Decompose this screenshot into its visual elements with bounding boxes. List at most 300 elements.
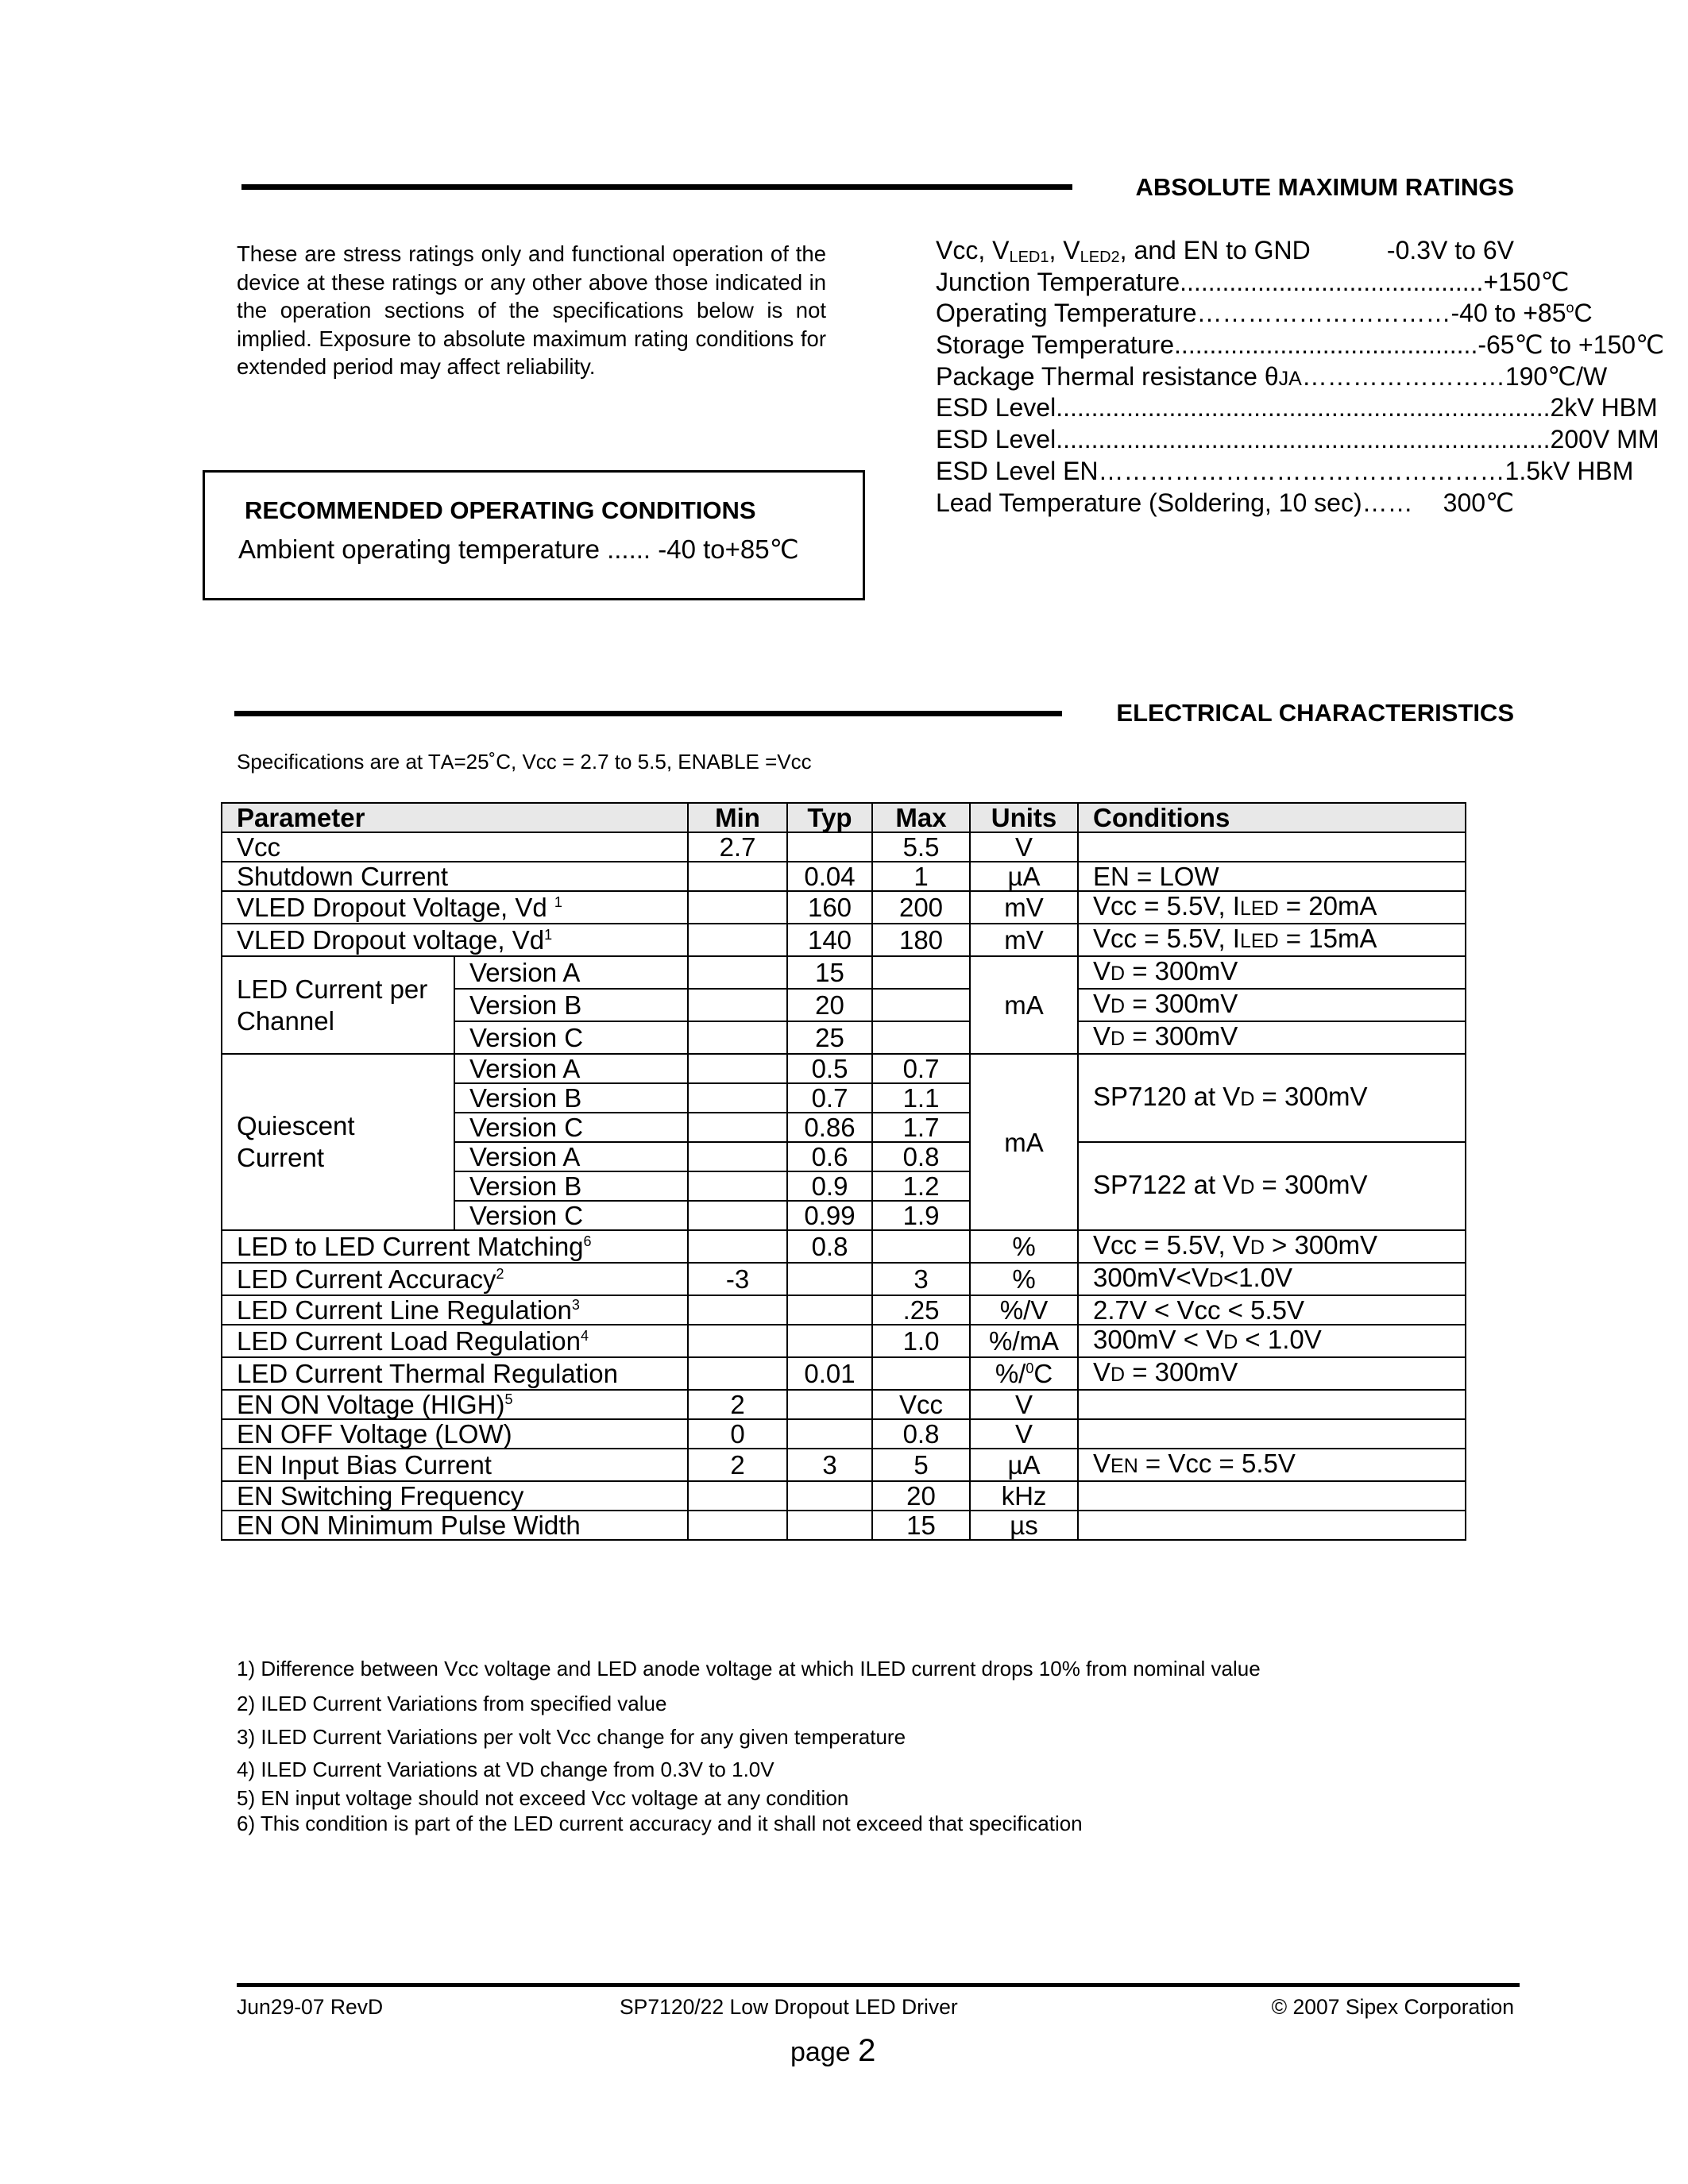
- text-segment: 1: [544, 927, 553, 943]
- conditions-cell: [1078, 1419, 1466, 1449]
- text-segment: = 300mV: [1254, 1082, 1368, 1111]
- footer-rule: [237, 1983, 1520, 1987]
- units-cell: mV: [970, 924, 1078, 956]
- text-segment: D: [1111, 963, 1126, 985]
- conditions-cell: [1078, 956, 1466, 989]
- amr-item-label: [936, 330, 1174, 361]
- text-segment: V: [1093, 1449, 1111, 1478]
- units-cell: mV: [970, 891, 1078, 924]
- amr-item: [936, 392, 1658, 424]
- ec-title: ELECTRICAL CHARACTERISTICS: [1116, 699, 1514, 727]
- units-cell: kHz: [970, 1481, 1078, 1511]
- units-cell: µs: [970, 1511, 1078, 1540]
- units-cell: %: [970, 1263, 1078, 1295]
- version-cell: Version C: [454, 1201, 688, 1230]
- footer-title: SP7120/22 Low Dropout LED Driver: [620, 1995, 958, 2019]
- table-row: [222, 1054, 1466, 1083]
- amr-item-label: [936, 267, 1180, 299]
- text-segment: 0: [1026, 1360, 1034, 1376]
- param-cell: Quiescent Current: [222, 1054, 454, 1230]
- text-segment: D: [1111, 1364, 1126, 1386]
- typ-cell: 0.8: [787, 1230, 872, 1263]
- footer-copyright: © 2007 Sipex Corporation: [1271, 1995, 1514, 2019]
- max-cell: 0.8: [872, 1142, 970, 1171]
- conditions-cell: [1078, 1230, 1466, 1263]
- amr-item-value: 190℃/W: [1505, 361, 1608, 391]
- text-segment: EN Switching Frequency: [237, 1481, 524, 1511]
- max-cell: 0.7: [872, 1054, 970, 1083]
- amr-item-leader: …………………………: [1196, 299, 1451, 328]
- min-cell: [688, 1230, 787, 1263]
- units-cell: V: [970, 1419, 1078, 1449]
- text-segment: V: [1093, 956, 1111, 986]
- min-cell: [688, 1481, 787, 1511]
- amr-item-leader: …………………………………………: [1098, 456, 1505, 485]
- table-row: [222, 1390, 1466, 1419]
- text-segment: = 20mA: [1278, 891, 1377, 920]
- text-segment: Vcc = 5.5V, I: [1093, 924, 1240, 953]
- min-cell: 2.7: [688, 832, 787, 862]
- text-segment: LED Current Thermal Regulation: [237, 1359, 618, 1388]
- text-segment: EN ON Minimum Pulse Width: [237, 1511, 581, 1540]
- text-segment: Specifications are at T: [237, 750, 441, 774]
- param-cell: [222, 1325, 688, 1357]
- param-cell: [222, 1481, 688, 1511]
- text-segment: ESD Level EN: [936, 456, 1099, 485]
- min-cell: 0: [688, 1419, 787, 1449]
- text-segment: = 300mV: [1125, 956, 1238, 986]
- text-segment: D: [1240, 1176, 1255, 1198]
- amr-intro: These are stress ratings only and functional operation of the device at these ratings or any other above those indicated in the operation sections of the specifications below is not implied. Exposure to absolute maximum rating conditions for extended period may affect reliability.: [237, 241, 826, 380]
- text-segment: %/: [995, 1359, 1026, 1388]
- footer-date: Jun29-07 RevD: [237, 1995, 384, 2019]
- min-cell: [688, 862, 787, 891]
- units-cell: V: [970, 832, 1078, 862]
- min-cell: [688, 1021, 787, 1054]
- footnote: [237, 1657, 1261, 1681]
- conditions-cell: [1078, 1054, 1466, 1142]
- table-row: [222, 862, 1466, 891]
- text-segment: 3: [571, 1297, 580, 1313]
- text-segment: LED: [1239, 897, 1279, 920]
- typ-cell: 0.9: [787, 1171, 872, 1201]
- amr-item-leader: ......................................................................: [1056, 393, 1551, 423]
- text-segment: Package Thermal resistance θ: [936, 361, 1279, 391]
- max-cell: 0.8: [872, 1419, 970, 1449]
- roc-value: Ambient operating temperature ...... -40 to+85℃: [238, 534, 799, 564]
- amr-item-label: [936, 361, 1302, 393]
- table-row: [222, 832, 1466, 862]
- text-segment: V: [1093, 989, 1111, 1018]
- version-cell: Version B: [454, 1171, 688, 1201]
- text-segment: D: [1208, 1269, 1223, 1291]
- text-segment: 5: [504, 1391, 513, 1407]
- text-segment: Shutdown Current: [237, 862, 448, 891]
- column-header-units: Units: [970, 803, 1078, 832]
- text-segment: V: [1093, 1357, 1111, 1387]
- text-segment: VLED Dropout voltage, Vd: [237, 925, 545, 955]
- conditions-cell: [1078, 862, 1466, 891]
- text-segment: , and EN to GND: [1119, 236, 1311, 264]
- text-segment: 6) This condition is part of the LED current accuracy and it shall not exceed that specification: [237, 1812, 1083, 1835]
- text-segment: LED to LED Current Matching: [237, 1232, 584, 1261]
- typ-cell: 0.5: [787, 1054, 872, 1083]
- max-cell: 20: [872, 1481, 970, 1511]
- text-segment: EN OFF Voltage (LOW): [237, 1419, 512, 1449]
- amr-item-label: [936, 235, 1311, 267]
- units-cell: µA: [970, 1449, 1078, 1481]
- amr-item-label: [936, 298, 1196, 330]
- typ-cell: 25: [787, 1021, 872, 1054]
- max-cell: [872, 1230, 970, 1263]
- max-cell: 1: [872, 862, 970, 891]
- min-cell: 2: [688, 1449, 787, 1481]
- max-cell: [872, 989, 970, 1021]
- amr-item: [936, 267, 1570, 299]
- text-segment: = 15mA: [1278, 924, 1377, 953]
- conditions-cell: [1078, 989, 1466, 1021]
- text-segment: ESD Level: [936, 393, 1056, 423]
- version-cell: Version A: [454, 1142, 688, 1171]
- typ-cell: 0.6: [787, 1142, 872, 1171]
- typ-cell: 15: [787, 956, 872, 989]
- typ-cell: 0.99: [787, 1201, 872, 1230]
- min-cell: [688, 1357, 787, 1390]
- typ-cell: [787, 1263, 872, 1295]
- typ-cell: 0.7: [787, 1083, 872, 1113]
- param-cell: LED Current per Channel: [222, 956, 454, 1054]
- text-segment: =25˚C, Vcc = 2.7 to 5.5, ENABLE =Vcc: [454, 750, 812, 774]
- text-segment: C: [1574, 299, 1593, 328]
- typ-cell: 20: [787, 989, 872, 1021]
- typ-cell: [787, 1481, 872, 1511]
- footnote: [237, 1812, 1083, 1836]
- amr-item-value: 200V MM: [1550, 425, 1659, 454]
- amr-item-value: +150℃: [1483, 267, 1570, 296]
- param-cell: [222, 1511, 688, 1540]
- text-segment: EN Input Bias Current: [237, 1450, 492, 1480]
- min-cell: [688, 1201, 787, 1230]
- min-cell: 2: [688, 1390, 787, 1419]
- min-cell: [688, 956, 787, 989]
- conditions-cell: [1078, 1481, 1466, 1511]
- typ-cell: 140: [787, 924, 872, 956]
- amr-item-label: [936, 456, 1099, 488]
- param-cell: [222, 1419, 688, 1449]
- amr-item-value: -0.3V to 6V: [1386, 236, 1514, 264]
- table-row: [222, 891, 1466, 924]
- amr-rule: [241, 184, 1072, 190]
- conditions-cell: [1078, 1511, 1466, 1540]
- text-segment: 4: [580, 1328, 589, 1344]
- spec-conditions: [237, 750, 812, 774]
- amr-item-leader: [1311, 235, 1387, 267]
- text-segment: JA: [1278, 367, 1302, 390]
- text-segment: ESD Level: [936, 425, 1056, 454]
- amr-item-value: [1450, 298, 1592, 330]
- units-cell: mA: [970, 956, 1078, 1054]
- text-segment: A: [440, 751, 454, 774]
- min-cell: [688, 924, 787, 956]
- text-segment: Vcc, V: [936, 236, 1010, 264]
- min-cell: [688, 1142, 787, 1171]
- text-segment: LED Current Line Regulation: [237, 1295, 572, 1325]
- footnote: [237, 1758, 774, 1782]
- amr-item-leader: ……………………: [1301, 361, 1505, 391]
- text-segment: = Vcc = 5.5V: [1138, 1449, 1296, 1478]
- amr-item-label: [936, 392, 1056, 424]
- conditions-cell: [1078, 1263, 1466, 1295]
- text-segment: 2: [496, 1266, 504, 1282]
- text-segment: D: [1223, 1331, 1238, 1353]
- param-cell: [222, 891, 688, 924]
- max-cell: Vcc: [872, 1390, 970, 1419]
- max-cell: 5: [872, 1449, 970, 1481]
- min-cell: [688, 1295, 787, 1325]
- max-cell: 1.7: [872, 1113, 970, 1142]
- min-cell: [688, 1054, 787, 1083]
- page-number: [790, 2033, 875, 2069]
- max-cell: 3: [872, 1263, 970, 1295]
- units-cell: µA: [970, 862, 1078, 891]
- units-cell: [970, 1357, 1078, 1390]
- text-segment: <1.0V: [1223, 1263, 1293, 1292]
- param-cell: [222, 1295, 688, 1325]
- text-segment: = 300mV: [1125, 989, 1238, 1018]
- text-segment: Lead Temperature (Soldering, 10 sec): [936, 488, 1362, 517]
- min-cell: [688, 891, 787, 924]
- min-cell: [688, 1511, 787, 1540]
- amr-item-leader: ...........................................: [1180, 267, 1484, 296]
- max-cell: 1.1: [872, 1083, 970, 1113]
- amr-item-value: 1.5kV HBM: [1505, 456, 1634, 485]
- typ-cell: 0.01: [787, 1357, 872, 1390]
- text-segment: EN = LOW: [1093, 862, 1219, 891]
- param-cell: [222, 1230, 688, 1263]
- version-cell: Version A: [454, 956, 688, 989]
- units-cell: %/V: [970, 1295, 1078, 1325]
- amr-item-value: -65℃ to +150℃: [1477, 330, 1664, 360]
- max-cell: 1.2: [872, 1171, 970, 1201]
- typ-cell: 0.04: [787, 862, 872, 891]
- text-segment: , V: [1049, 236, 1080, 264]
- conditions-cell: [1078, 832, 1466, 862]
- text-segment: o: [1566, 299, 1574, 316]
- text-segment: = 300mV: [1125, 1021, 1238, 1051]
- max-cell: 5.5: [872, 832, 970, 862]
- amr-item: [936, 424, 1659, 456]
- column-header-parameter: Parameter: [222, 803, 688, 832]
- text-segment: 4) ILED Current Variations at V: [237, 1758, 520, 1781]
- text-segment: LED1: [1009, 249, 1049, 266]
- text-segment: D: [520, 1759, 535, 1781]
- electrical-characteristics-table: [221, 802, 1466, 1541]
- table-row: [222, 1419, 1466, 1449]
- text-segment: 1: [554, 894, 562, 910]
- version-cell: Version B: [454, 989, 688, 1021]
- page-label: page: [790, 2037, 851, 2067]
- table-row: [222, 1230, 1466, 1263]
- max-cell: [872, 1357, 970, 1390]
- footnote: [237, 1786, 848, 1811]
- amr-item: [936, 488, 1514, 519]
- min-cell: -3: [688, 1263, 787, 1295]
- text-segment: change from 0.3V to 1.0V: [534, 1758, 774, 1781]
- min-cell: [688, 1113, 787, 1142]
- typ-cell: [787, 1390, 872, 1419]
- text-segment: D: [1111, 995, 1126, 1017]
- param-cell: [222, 1263, 688, 1295]
- roc-box: [203, 470, 865, 600]
- conditions-cell: [1078, 1449, 1466, 1481]
- text-segment: D: [1111, 1028, 1126, 1050]
- text-segment: Storage Temperature: [936, 330, 1175, 360]
- footnote: [237, 1692, 666, 1716]
- text-segment: D: [1250, 1237, 1265, 1259]
- max-cell: 200: [872, 891, 970, 924]
- typ-cell: [787, 1511, 872, 1540]
- text-segment: Vcc = 5.5V, I: [1093, 891, 1240, 920]
- conditions-cell: [1078, 1390, 1466, 1419]
- conditions-cell: [1078, 1295, 1466, 1325]
- table-row: [222, 1481, 1466, 1511]
- param-cell: [222, 1390, 688, 1419]
- typ-cell: 0.86: [787, 1113, 872, 1142]
- text-segment: Junction Temperature: [936, 267, 1180, 296]
- column-header-max: Max: [872, 803, 970, 832]
- max-cell: .25: [872, 1295, 970, 1325]
- table-row: [222, 1295, 1466, 1325]
- text-segment: 300mV<V: [1093, 1263, 1209, 1292]
- param-cell: [222, 862, 688, 891]
- roc-title: RECOMMENDED OPERATING CONDITIONS: [245, 496, 756, 524]
- text-segment: LED Current Load Regulation: [237, 1326, 581, 1356]
- version-cell: Version A: [454, 1054, 688, 1083]
- column-header-min: Min: [688, 803, 787, 832]
- text-segment: 2.7V < Vcc < 5.5V: [1093, 1295, 1304, 1325]
- conditions-cell: [1078, 924, 1466, 956]
- header-row: [222, 803, 1466, 832]
- text-segment: Vcc: [237, 832, 281, 862]
- text-segment: D: [1240, 1088, 1255, 1110]
- conditions-cell: [1078, 1325, 1466, 1357]
- text-segment: Vcc = 5.5V, V: [1093, 1230, 1250, 1260]
- text-segment: 300mV < V: [1093, 1325, 1224, 1354]
- table-row: [222, 1263, 1466, 1295]
- typ-cell: 160: [787, 891, 872, 924]
- text-segment: EN ON Voltage (HIGH): [237, 1390, 505, 1419]
- text-segment: 2) ILED Current Variations from specified value: [237, 1692, 667, 1715]
- conditions-cell: [1078, 891, 1466, 924]
- amr-item-leader: ...........................................: [1174, 330, 1478, 360]
- param-cell: [222, 924, 688, 956]
- param-cell: [222, 1357, 688, 1390]
- text-segment: LED: [1239, 930, 1279, 952]
- amr-item: [936, 330, 1664, 361]
- table-row: [222, 1325, 1466, 1357]
- amr-item: [936, 456, 1634, 488]
- units-cell: mA: [970, 1054, 1078, 1230]
- text-segment: C: [1033, 1359, 1053, 1388]
- conditions-cell: [1078, 1142, 1466, 1230]
- text-segment: Operating Temperature: [936, 299, 1197, 328]
- typ-cell: [787, 1325, 872, 1357]
- units-cell: V: [970, 1390, 1078, 1419]
- min-cell: [688, 1325, 787, 1357]
- table-row: [222, 924, 1466, 956]
- amr-item: [936, 235, 1514, 267]
- version-cell: Version B: [454, 1083, 688, 1113]
- footnote: [237, 1725, 906, 1750]
- conditions-cell: [1078, 1021, 1466, 1054]
- max-cell: [872, 956, 970, 989]
- max-cell: 180: [872, 924, 970, 956]
- text-segment: 6: [583, 1233, 592, 1249]
- column-header-typ: Typ: [787, 803, 872, 832]
- conditions-cell: [1078, 1357, 1466, 1390]
- amr-title: ABSOLUTE MAXIMUM RATINGS: [1135, 173, 1514, 201]
- text-segment: 5) EN input voltage should not exceed Vcc voltage at any condition: [237, 1786, 849, 1810]
- text-segment: SP7120 at V: [1093, 1082, 1241, 1111]
- text-segment: EN: [1111, 1455, 1138, 1477]
- version-cell: Version C: [454, 1113, 688, 1142]
- min-cell: [688, 1171, 787, 1201]
- max-cell: 1.9: [872, 1201, 970, 1230]
- text-segment: SP7122 at V: [1093, 1170, 1241, 1199]
- text-segment: < 1.0V: [1238, 1325, 1322, 1354]
- text-segment: LED Current Accuracy: [237, 1264, 496, 1294]
- text-segment: VLED Dropout Voltage, Vd: [237, 893, 554, 922]
- max-cell: 15: [872, 1511, 970, 1540]
- ec-rule: [234, 711, 1062, 716]
- text-segment: LED2: [1080, 249, 1120, 266]
- typ-cell: [787, 1419, 872, 1449]
- table-row: [222, 1511, 1466, 1540]
- max-cell: [872, 1021, 970, 1054]
- amr-item-label: [936, 424, 1056, 456]
- table-row: [222, 1449, 1466, 1481]
- amr-item: [936, 298, 1593, 330]
- param-cell: [222, 832, 688, 862]
- text-segment: 1) Difference between Vcc voltage and LED anode voltage at which ILED current drops 10% from nominal value: [237, 1657, 1261, 1680]
- amr-item-value: 300℃: [1443, 488, 1514, 517]
- amr-item-label: [936, 488, 1362, 519]
- table-row: [222, 1357, 1466, 1390]
- param-cell: [222, 1449, 688, 1481]
- amr-item: [936, 361, 1608, 393]
- amr-list: [936, 235, 1664, 519]
- max-cell: 1.0: [872, 1325, 970, 1357]
- text-segment: = 300mV: [1125, 1357, 1238, 1387]
- page-number-value: 2: [858, 2033, 876, 2068]
- min-cell: [688, 1083, 787, 1113]
- typ-cell: [787, 832, 872, 862]
- text-segment: -40 to +85: [1450, 299, 1566, 328]
- units-cell: %: [970, 1230, 1078, 1263]
- amr-item-leader: ......................................................................: [1056, 425, 1551, 454]
- column-header-conditions: Conditions: [1078, 803, 1466, 832]
- amr-item-leader: ……: [1362, 488, 1413, 517]
- text-segment: 3) ILED Current Variations per volt Vcc change for any given temperature: [237, 1725, 906, 1749]
- table-row: [222, 956, 1466, 989]
- units-cell: %/mA: [970, 1325, 1078, 1357]
- text-segment: = 300mV: [1254, 1170, 1368, 1199]
- text-segment: V: [1093, 1021, 1111, 1051]
- typ-cell: 3: [787, 1449, 872, 1481]
- min-cell: [688, 989, 787, 1021]
- typ-cell: [787, 1295, 872, 1325]
- version-cell: Version C: [454, 1021, 688, 1054]
